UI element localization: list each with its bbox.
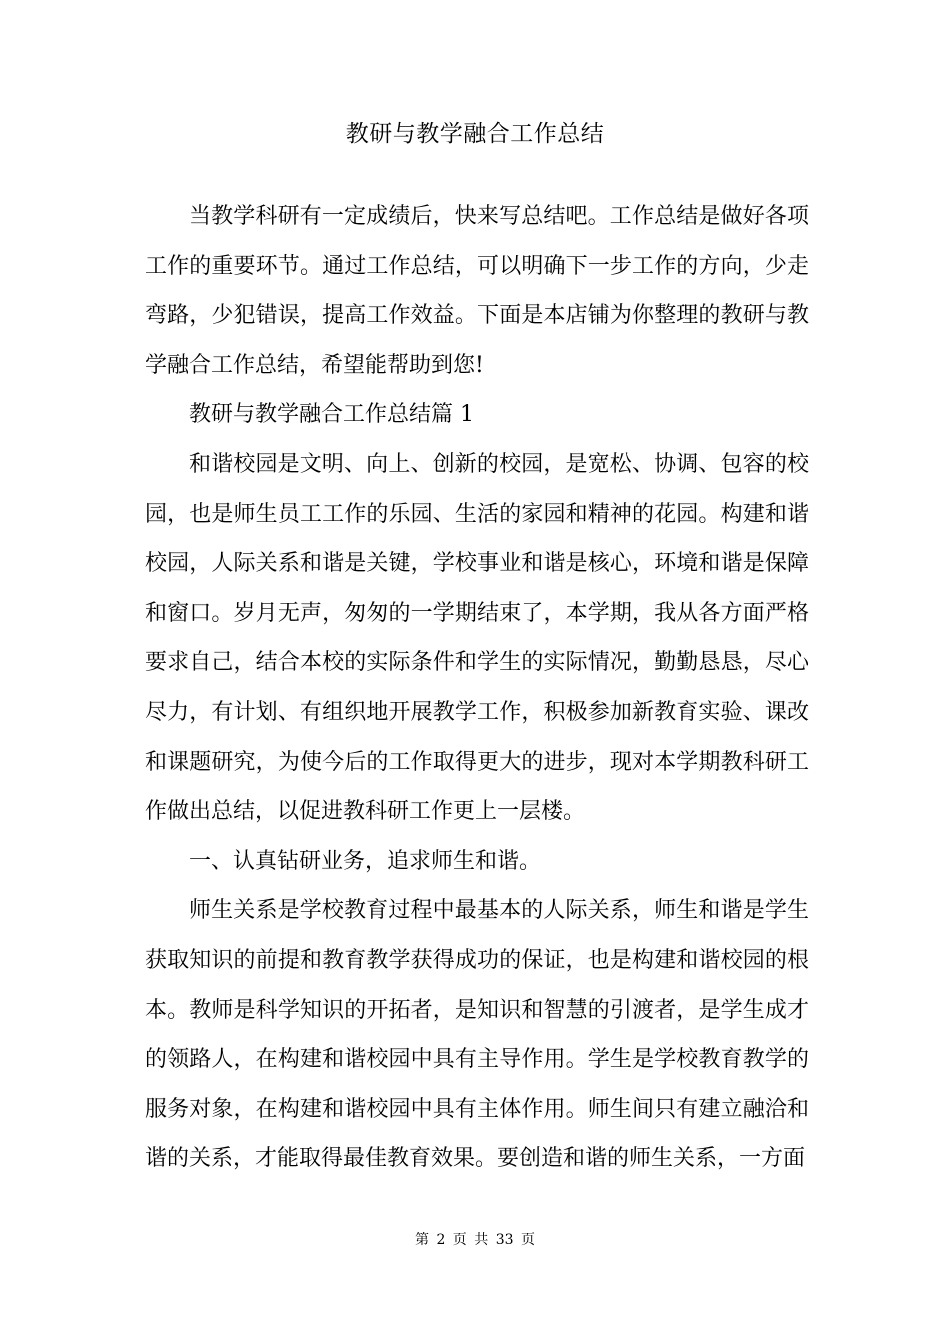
intro-paragraph: 当教学科研有一定成绩后，快来写总结吧。工作总结是做好各项工作的重要环节。通过工作总结，可以明确下一步工作的方向，少走弯路，少犯错误，提高工作效益。下面是本店铺为你整理的教研与教学融合工作总结，希望能帮助到您!	[145, 204, 809, 378]
document-body	[145, 192, 809, 1184]
page-footer: 第 2 页 共 33 页	[415, 1232, 535, 1248]
body-paragraph: 师生关系是学校教育过程中最基本的人际关系，师生和谐是学生获取知识的前提和教育教学获得成功的保证，也是构建和谐校园的根本。教师是科学知识的开拓者，是知识和智慧的引渡者，是学生成才的领路人，在构建和谐校园中具有主导作用。学生是学校教育教学的服务对象，在构建和谐校园中具有主体作用。师生间只有建立融洽和谐的关系，才能取得最佳教育效果。要创造和谐的师生关系，一方面	[145, 898, 809, 1172]
body-paragraph: 和谐校园是文明、向上、创新的校园，是宽松、协调、包容的校园，也是师生员工工作的乐园、生活的家园和精神的花园。构建和谐校园，人际关系和谐是关键，学校事业和谐是核心，环境和谐是保障和窗口。岁月无声，匆匆的一学期结束了，本学期，我从各方面严格要求自己，结合本校的实际条件和学生的实际情况，勤勤恳恳，尽心尽力，有计划、有组织地开展教学工作，积极参加新教育实验、课改和课题研究，为使今后的工作取得更大的进步，现对本学期教科研工作做出总结，以促进教科研工作更上一层楼。	[145, 451, 809, 825]
section-heading: 教研与教学融合工作总结篇 1	[189, 402, 474, 428]
document-title: 教研与教学融合工作总结	[345, 121, 605, 147]
subsection-heading: 一、认真钻研业务，追求师生和谐。	[189, 848, 542, 874]
